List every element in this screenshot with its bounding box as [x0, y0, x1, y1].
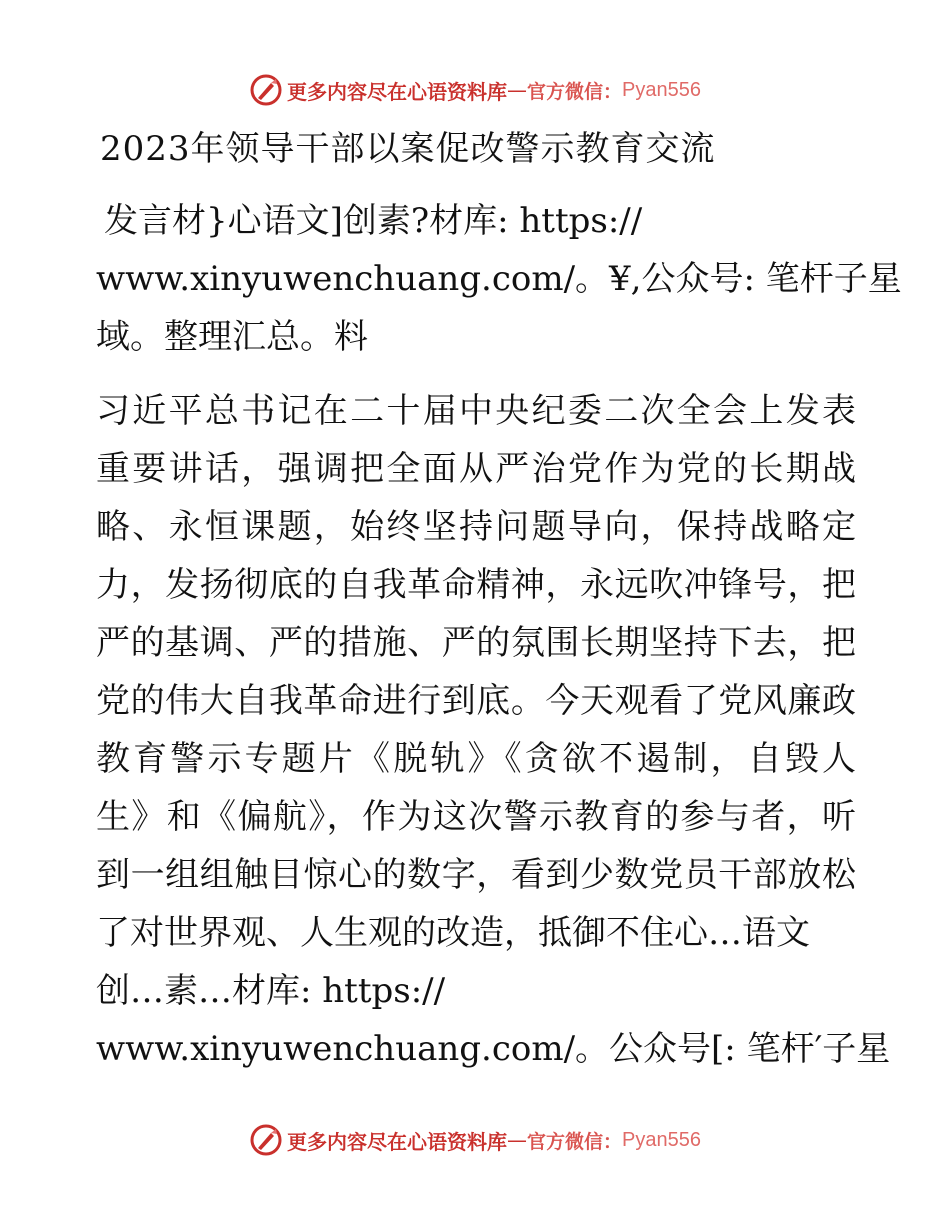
banner-wechat-label: 官方微信： — [527, 80, 623, 103]
paragraph2-line: 教育警示专题片《脱轨》《贪欲不遏制，自毁人 — [96, 739, 856, 779]
paragraph1-line: 域。整理汇总。料 — [96, 317, 368, 357]
document-title: 2023年领导干部以案促改警示教育交流 — [100, 129, 716, 169]
quill-logo-icon — [249, 73, 283, 107]
banner-wechat-id: Pyan556 — [622, 1128, 701, 1151]
paragraph2-line: 生》和《偏航》，作为这次警示教育的参与者，听 — [96, 797, 856, 837]
paragraph2-line: www.xinyuwenchuang.com/。公众号[: 笔杆′子星 — [96, 1029, 891, 1069]
banner-dash: — — [507, 1128, 527, 1152]
banner-wechat-id: Pyan556 — [622, 78, 701, 101]
banner-dash: — — [507, 78, 527, 102]
paragraph2-line: 重要讲话，强调把全面从严治党作为党的长期战 — [96, 449, 856, 489]
banner-text: 更多内容尽在心语资料库 — [287, 1129, 507, 1154]
paragraph2-line: 力，发扬彻底的自我革命精神，永远吹冲锋号，把 — [96, 565, 856, 605]
paragraph2-line: 党的伟大自我革命进行到底。今天观看了党风廉政 — [96, 681, 856, 721]
header-banner — [0, 70, 950, 110]
paragraph2-line: 习近平总书记在二十届中央纪委二次全会上发表 — [96, 391, 856, 431]
paragraph1-line: 发言材}心语文]创素?材库: https:// — [104, 201, 643, 241]
paragraph2-line: 略、永恒课题，始终坚持问题导向，保持战略定 — [96, 507, 856, 547]
banner-wechat-label: 官方微信： — [527, 1130, 623, 1153]
banner-text: 更多内容尽在心语资料库 — [287, 79, 507, 104]
paragraph2-line: 了对世界观、人生观的改造，抵御不住心…语文 — [96, 913, 810, 953]
paragraph2-line: 创…素…材库: https:// — [96, 971, 446, 1011]
quill-logo-icon — [249, 1123, 283, 1157]
paragraph2-line: 到一组组触目惊心的数字，看到少数党员干部放松 — [96, 855, 856, 895]
footer-banner — [0, 1120, 950, 1160]
paragraph2-line: 严的基调、严的措施、严的氛围长期坚持下去，把 — [96, 623, 856, 663]
paragraph1-line: www.xinyuwenchuang.com/。¥,公众号: 笔杆子星 — [96, 259, 902, 299]
